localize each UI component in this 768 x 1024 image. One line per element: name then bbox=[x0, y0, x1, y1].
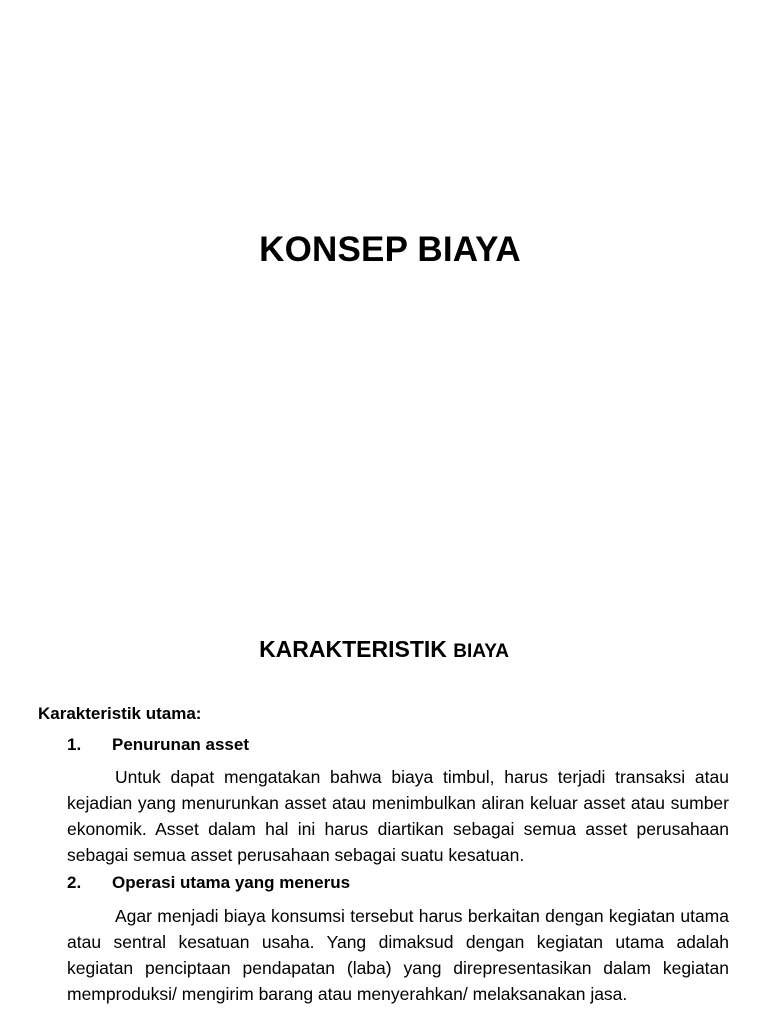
list-item-heading bbox=[67, 735, 249, 755]
section-title-small: BIAYA bbox=[453, 641, 509, 662]
list-item-heading bbox=[67, 873, 350, 893]
list-item-title: Operasi utama yang menerus bbox=[112, 873, 351, 892]
list-item-paragraph: Agar menjadi biaya konsumsi tersebut harus berkaitan dengan kegiatan utama atau sentral kesatuan usaha. Yang dimaksud dengan kegiatan utama adalah kegiatan penciptaan pendapatan (laba) yang direpresentasikan dalam kegiatan memproduksi/ mengirim barang atau menyerahkan/ melaksanakan jasa. bbox=[67, 906, 729, 1004]
list-item-number: 1. bbox=[67, 735, 82, 754]
section-title-main: KARAKTERISTIK bbox=[259, 636, 447, 662]
section-title bbox=[0, 636, 768, 663]
list-item-paragraph: Untuk dapat mengatakan bahwa biaya timbul, harus terjadi transaksi atau kejadian yang menurunkan asset atau menimbulkan aliran keluar asset atau sumber ekonomik. Asset dalam hal ini harus diartikan sebagai semua asset perusahaan sebagai semua asset perusahaan sebagai suatu kesatuan. bbox=[67, 767, 729, 865]
list-item-number: 2. bbox=[67, 873, 82, 892]
subheading: Karakteristik utama: bbox=[38, 704, 202, 723]
list-item-title: Penurunan asset bbox=[112, 735, 249, 754]
document-title: KONSEP BIAYA bbox=[259, 230, 521, 269]
